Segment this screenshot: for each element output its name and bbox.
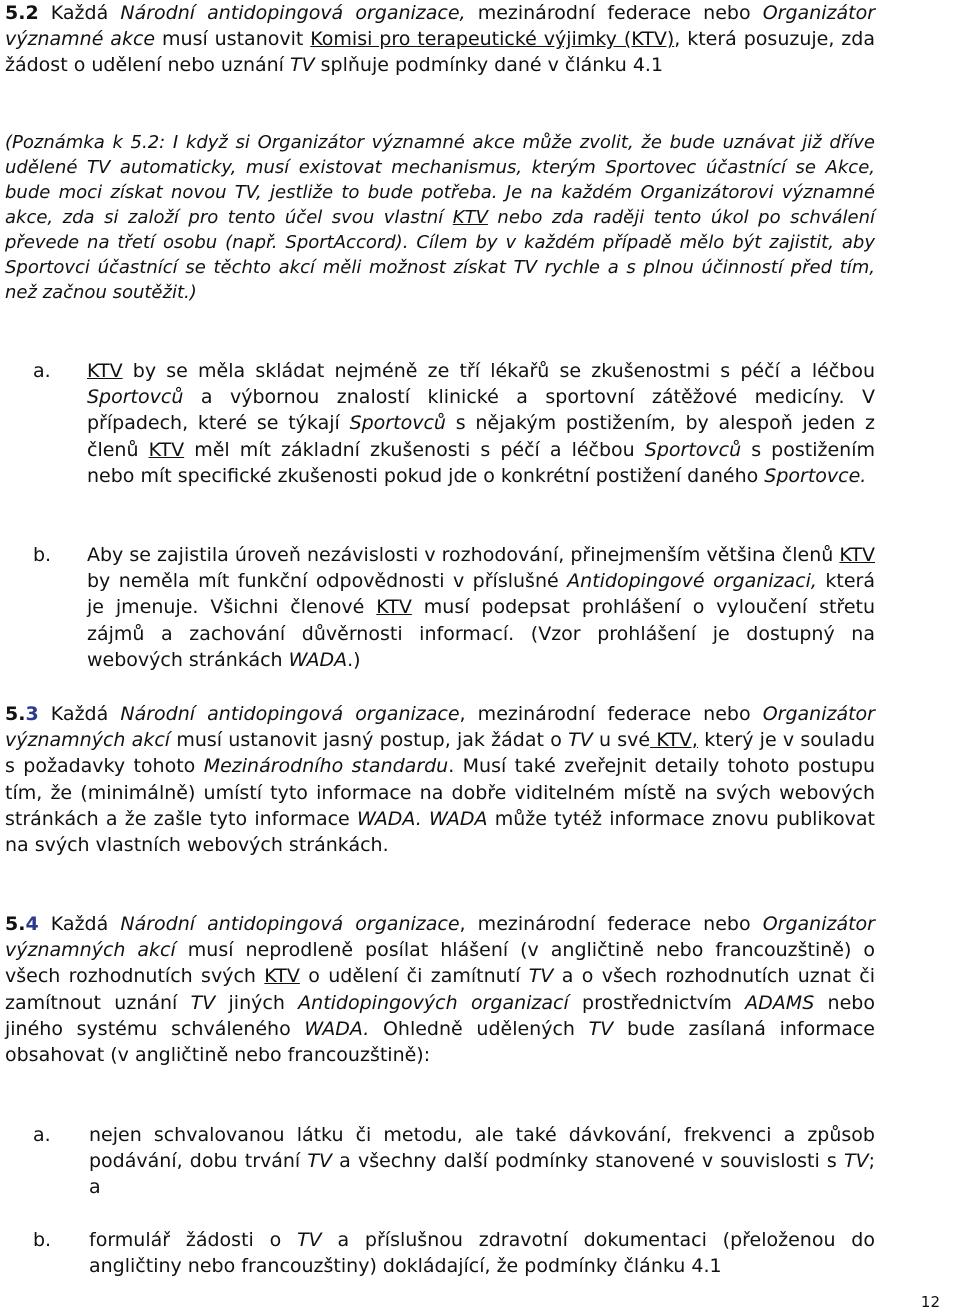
item-label: a. — [33, 1124, 51, 1146]
item-label: b. — [33, 544, 52, 566]
item-text: formulář žádosti o TV a příslušnou zdravotní dokumentaci (přeloženou do angličtiny nebo francouzštiny) dokládající, že podmínky článku 4.1 — [89, 1229, 875, 1278]
item-text: nejen schvalovanou látku či metodu, ale také dávkování, frekvenci a způsob podávání, dobu trvání TV a všechny další podmínky stanovené v souvislosti s TV; a — [89, 1124, 875, 1199]
section-number: 5.4 — [5, 913, 39, 935]
item-label: b. — [33, 1229, 52, 1251]
note-5-2: (Poznámka k 5.2: I když si Organizátor významné akce může zvolit, že bude uznávat již dříve udělené TV automaticky, musí existovat mechanismus, kterým Sportovec účastnící se Akce, bude moci získat novou TV, jestliže to bude potřeba. Je na každém Organizátorovi významné akce, zda si založí pro tento účel svou vlastní KTV nebo zda raději tento úkol po schválení převede na třetí osobu (např. SportAccord). Cílem by v každém případě mělo být zajistit, aby Sportovci účastnící se těchto akcí měli možnost získat TV rychle a s plnou účinností před tím, než začnou soutěžit.) — [5, 132, 875, 303]
section-number: 5.2 — [5, 2, 39, 24]
section-number: 5.3 — [5, 703, 39, 725]
section-5-3: 5.3 Každá Národní antidopingová organizace, mezinárodní federace nebo Organizátor významných akcí musí ustanovit jasný postup, jak žádat o TV u své KTV, který je v souladu s požadavky tohoto Mezinárodního standardu. Musí také zveřejnit detaily tohoto postupu tím, že (minimálně) umístí tyto informace na dobře viditelném místě na svých webových stránkách a že zašle tyto informace WADA. WADA může tytéž informace znovu publikovat na svých vlastních webových stránkách. — [5, 703, 875, 857]
section-5-2: 5.2 Každá Národní antidopingová organizace, mezinárodní federace nebo Organizátor významné akce musí ustanovit Komisi pro terapeutické výjimky (KTV), která posuzuje, zda žádost o udělení nebo uznání TV splňuje podmínky dané v článku 4.1 — [5, 2, 876, 77]
item-label: a. — [33, 360, 51, 382]
page-number: 12 — [920, 1293, 940, 1311]
item-5-2-b — [5, 542, 875, 673]
section-5-4: 5.4 Každá Národní antidopingová organizace, mezinárodní federace nebo Organizátor významných akcí musí neprodleně posílat hlášení (v angličtině nebo francouzštině) o všech rozhodnutích svých KTV o udělení či zamítnutí TV a o všech rozhodnutích uznat či zamítnout uznání TV jiných Antidopingových organizací prostřednictvím ADAMS nebo jiného systému schváleného WADA. Ohledně udělených TV bude zasílaná informace obsahovat (v angličtině nebo francouzštině): — [5, 913, 876, 1067]
item-5-4-b — [5, 1227, 875, 1279]
item-text: KTV by se měla skládat nejméně ze tří lékařů se zkušenostmi s péčí a léčbou Sportovců a výbornou znalostí klinické a sportovní zátěžové medicíny. V případech, které se týkají Sportovců s nějakým postižením, by alespoň jeden z členů KTV měl mít základní zkušenosti s péčí a léčbou Sportovců s postižením nebo mít specifické zkušenosti pokud jde o konkrétní postižení daného Sportovce. — [87, 360, 876, 487]
item-5-4-a — [5, 1122, 875, 1201]
item-5-2-a — [5, 358, 875, 489]
ktv-link[interactable]: Komisi pro terapeutické výjimky (KTV) — [310, 28, 675, 51]
item-text: Aby se zajistila úroveň nezávislosti v rozhodování, přinejmenším většina členů KTV by neměla mít funkční odpovědnosti v příslušné Antidopingové organizaci, která je jmenuje. Všichni členové KTV musí podepsat prohlášení o vyloučení střetu zájmů a zachování důvěrnosti informací. (Vzor prohlášení je dostupný na webových stránkách WADA.) — [87, 544, 876, 671]
